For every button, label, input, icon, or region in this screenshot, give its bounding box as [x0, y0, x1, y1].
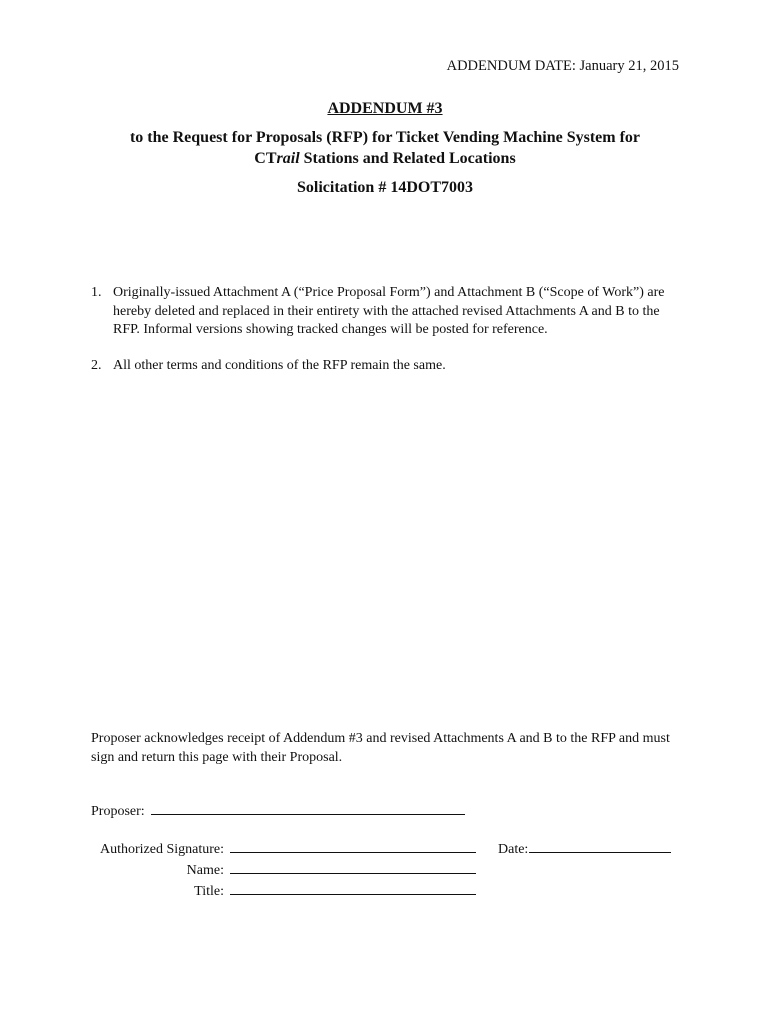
- name-row: [91, 859, 476, 879]
- item-number: 1.: [91, 285, 102, 300]
- rfp-subject-line-2: [0, 150, 770, 168]
- item-text: All other terms and conditions of the RFP remain the same.: [113, 357, 446, 373]
- solicitation-number: Solicitation # 14DOT7003: [296, 179, 473, 196]
- date-label: Date:: [498, 842, 529, 857]
- list-item: [91, 284, 671, 340]
- authorized-signature-field[interactable]: [230, 838, 476, 853]
- title-field[interactable]: [230, 880, 476, 895]
- addendum-items: [91, 284, 671, 392]
- proposer-row: [91, 800, 465, 820]
- subject-prefix: CT: [254, 150, 277, 167]
- subject-suffix: Stations and Related Locations: [299, 150, 516, 167]
- title-row: [91, 880, 476, 900]
- item-number: 2.: [91, 357, 102, 373]
- authorized-signature-row: [91, 838, 476, 858]
- addendum-date: ADDENDUM DATE: January 21, 2015: [446, 58, 679, 74]
- date-field[interactable]: [529, 838, 671, 853]
- item-text: Originally-issued Attachment A (“Price Proposal Form”) and Attachment B (“Scope of Work”) are hereby deleted and replaced in their entirety with the attached revised Attachments A and B to the RFP. Informal versions showing tracked changes will be posted for reference.: [113, 285, 665, 337]
- acknowledgment-text: Proposer acknowledges receipt of Addendum #3 and revised Attachments A and B to the RFP and must sign and return this page with their Proposal.: [91, 731, 670, 765]
- subject-italic-rail: rail: [276, 150, 300, 167]
- date-row: [498, 838, 671, 858]
- proposer-field[interactable]: [151, 800, 465, 815]
- title-block: [0, 100, 770, 197]
- title-label: Title:: [194, 884, 224, 899]
- list-item: [91, 357, 671, 376]
- name-label: Name:: [186, 863, 224, 878]
- proposer-label: Proposer:: [91, 804, 145, 819]
- name-field[interactable]: [230, 859, 476, 874]
- authorized-signature-label: Authorized Signature:: [99, 842, 224, 857]
- rfp-subject-line-1: to the Request for Proposals (RFP) for Ticket Vending Machine System for: [129, 129, 641, 146]
- addendum-number: ADDENDUM #3: [327, 100, 443, 117]
